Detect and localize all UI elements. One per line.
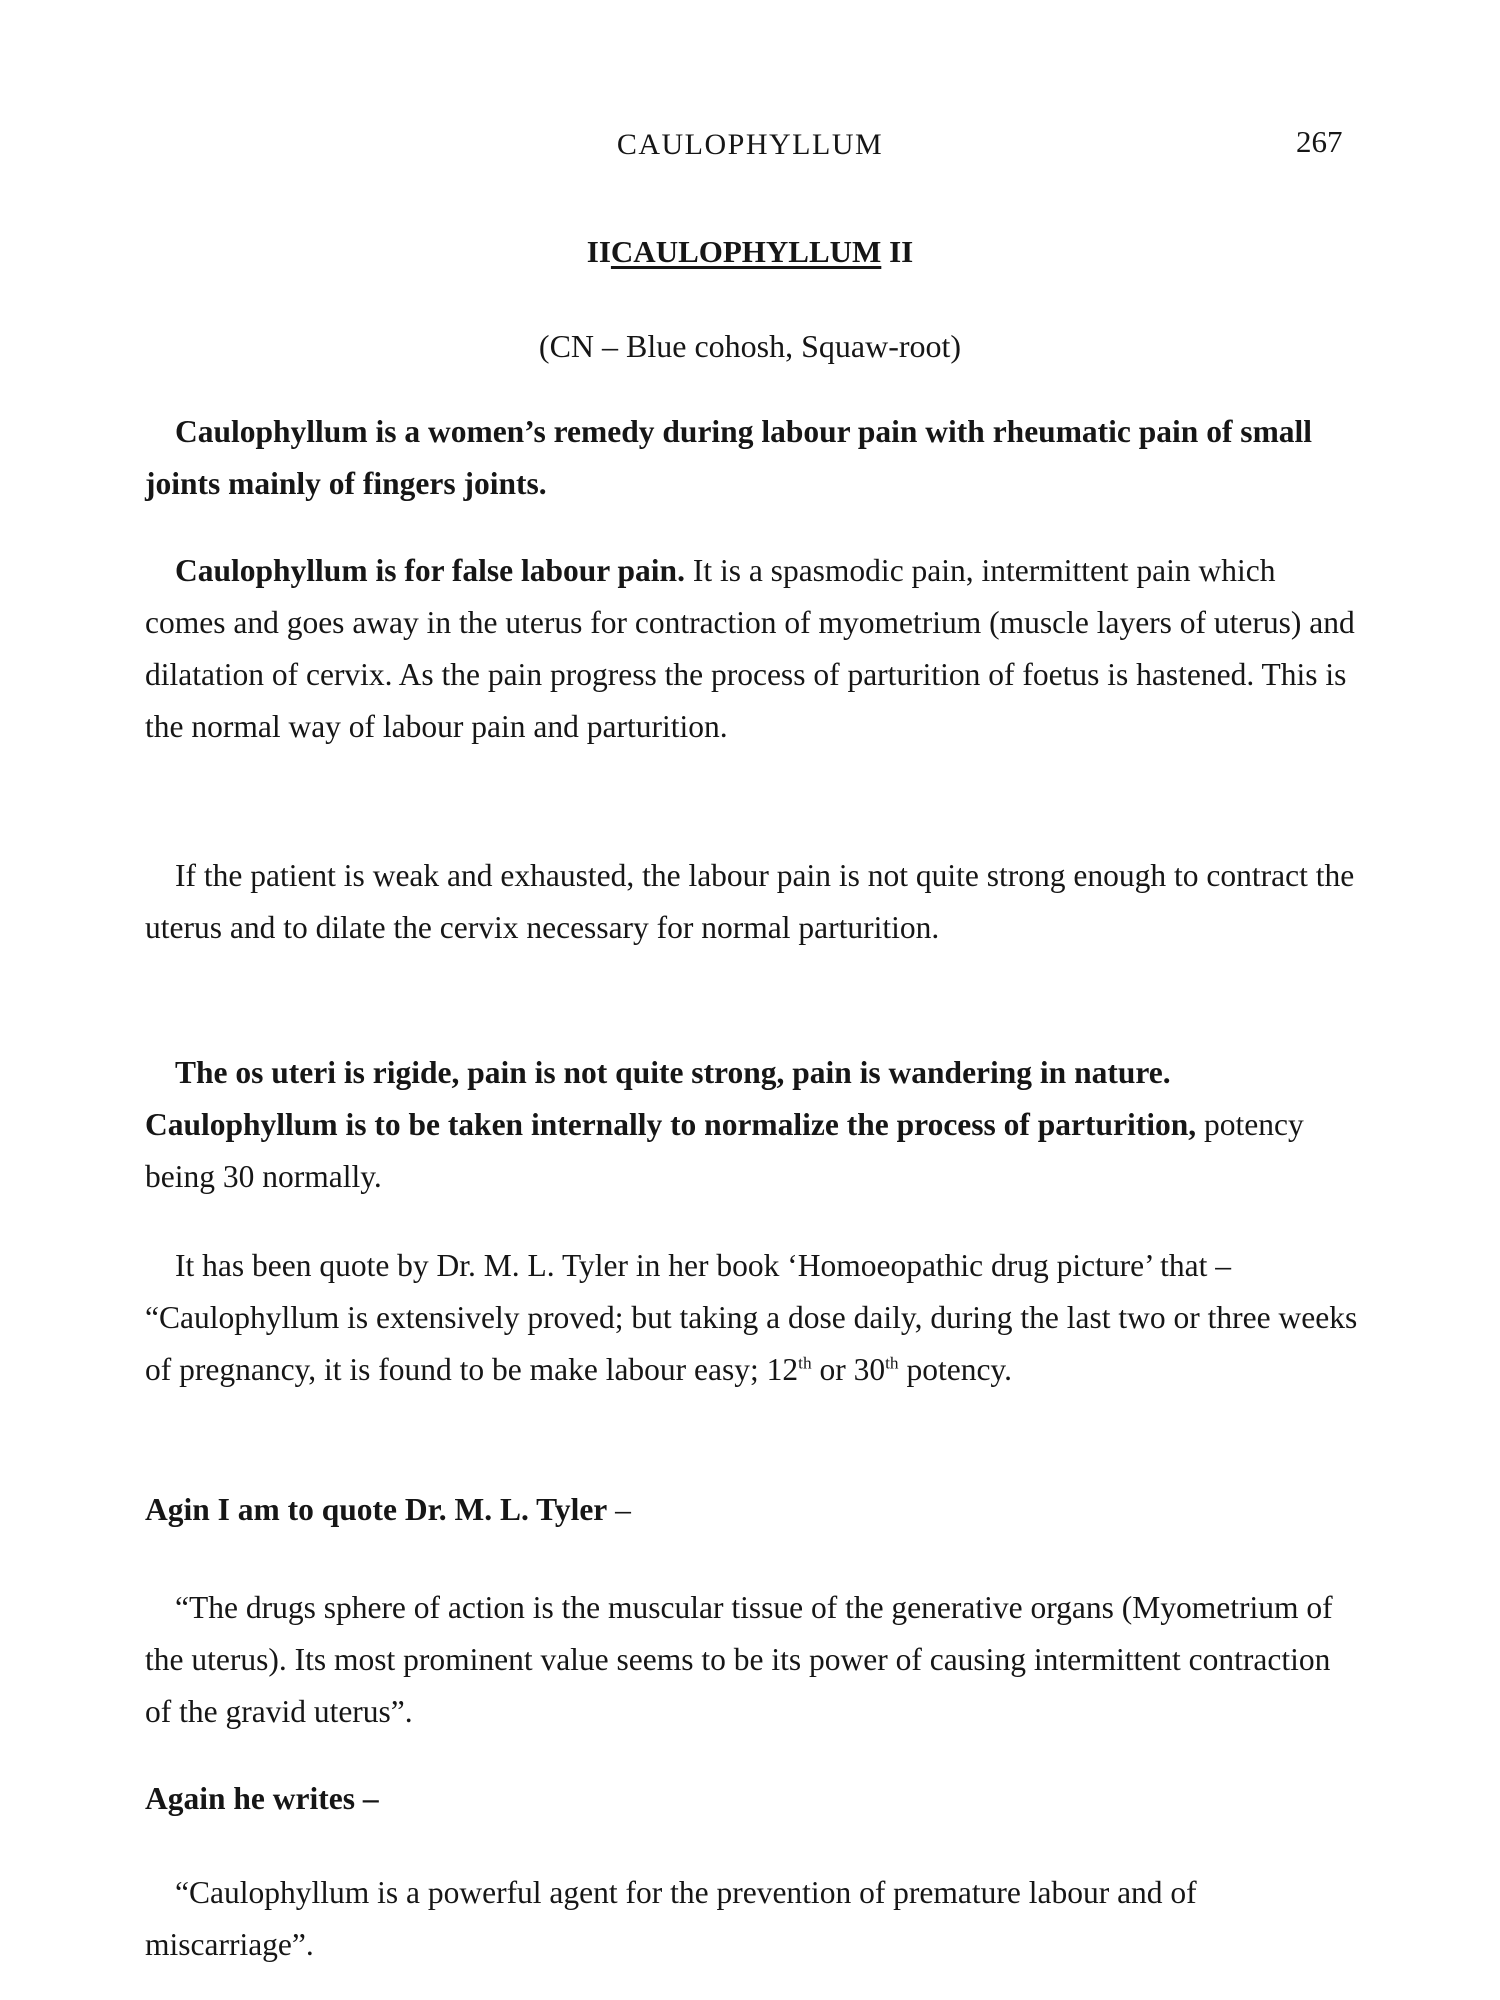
potency-number: 30	[853, 1352, 886, 1387]
subheading-tyler	[145, 1484, 1360, 1536]
paragraph-premature-labour: “Caulophyllum is a powerful agent for the prevention of premature labour and of miscarriage”.	[145, 1875, 1197, 1962]
chapter-title	[0, 234, 1500, 270]
paragraph-lead: Caulophyllum is for false labour pain.	[175, 553, 685, 588]
paragraph-tyler-quote	[145, 1240, 1360, 1396]
paragraph-weak-patient: If the patient is weak and exhausted, the labour pain is not quite strong enough to contract the uterus and to dilate the cervix necessary for normal parturition.	[145, 858, 1355, 945]
ordinal-suffix: th	[798, 1353, 812, 1373]
paragraph-intro: Caulophyllum is a women’s remedy during labour pain with rheumatic pain of small joints mainly of fingers joints.	[145, 414, 1313, 501]
paragraph-body: or	[811, 1352, 854, 1387]
running-head: CAULOPHYLLUM	[616, 128, 884, 161]
subheading-again: Again he writes –	[145, 1781, 379, 1816]
page-number: 267	[1296, 124, 1343, 159]
paragraph-body: It has been quote by Dr. M. L. Tyler in her book ‘Homoeopathic drug picture’ that – “Caulophyllum is extensively proved; but taking a dose daily, during the last two or three weeks of pregnancy, it is found to be make labour easy;	[145, 1248, 1358, 1387]
paragraph-body: potency.	[898, 1352, 1013, 1387]
paragraph-false-labour	[145, 545, 1360, 753]
chapter-subtitle: (CN – Blue cohosh, Squaw-root)	[538, 328, 962, 364]
potency-number: 12	[766, 1352, 799, 1387]
paragraph-body: It is a spasmodic pain, intermittent pain which comes and goes away in the uterus for contraction of myometrium (muscle layers of uterus) and dilatation of cervix. As the pain progress the process of parturition of foetus is hastened. This is the normal way of labour pain and parturition.	[145, 553, 1355, 744]
paragraph-os-uteri	[145, 1047, 1360, 1203]
title-main: CAULOPHYLLUM	[610, 234, 882, 269]
paragraph-sphere-of-action: “The drugs sphere of action is the muscular tissue of the generative organs (Myometrium of the uterus). Its most prominent value seems to be its power of causing intermittent contraction of the gravid uterus”.	[145, 1590, 1333, 1729]
ordinal-suffix: th	[885, 1353, 899, 1373]
subheading-dash: –	[607, 1492, 631, 1527]
title-suffix: II	[881, 234, 914, 269]
subheading-text: Agin I am to quote Dr. M. L. Tyler	[145, 1492, 608, 1527]
paragraph-body: potency being 30 normally.	[145, 1107, 1304, 1194]
title-prefix: II	[586, 234, 611, 269]
paragraph-lead: The os uteri is rigide, pain is not quite strong, pain is wandering in nature. Caulophyllum is to be taken internally to normalize the process of parturition,	[145, 1055, 1197, 1142]
